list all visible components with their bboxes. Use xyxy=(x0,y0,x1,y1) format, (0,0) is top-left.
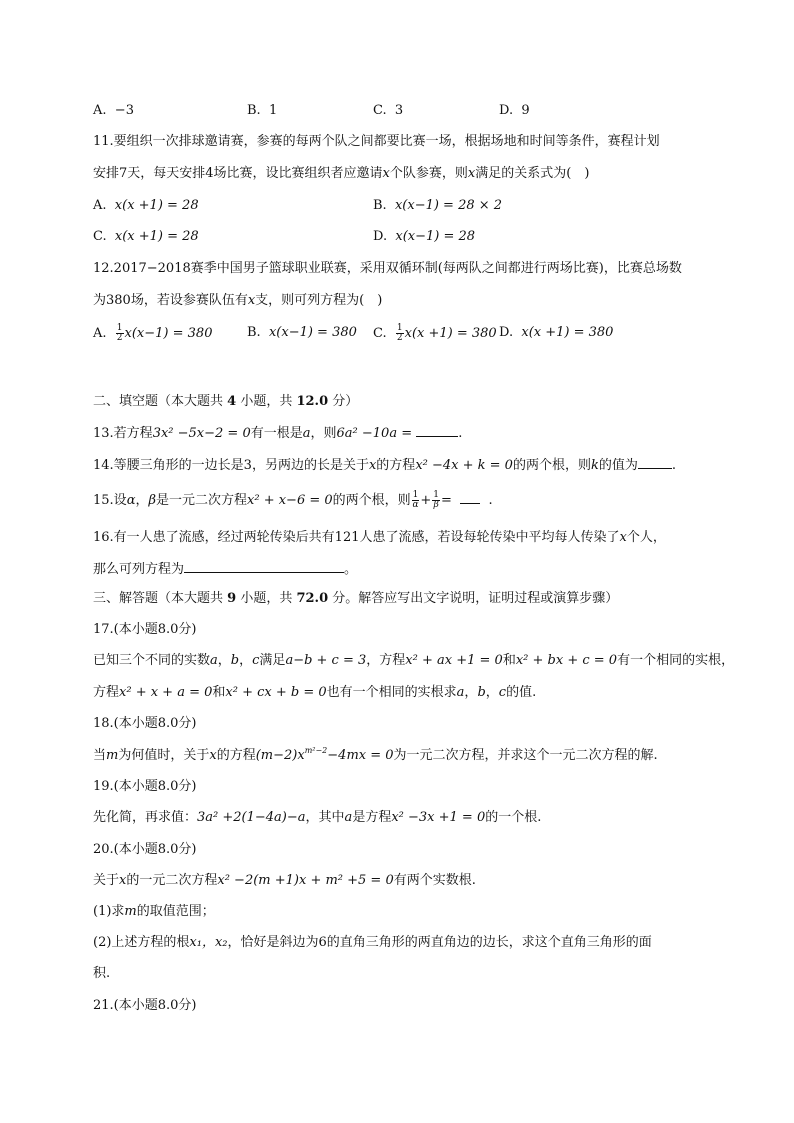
answer-blank[interactable] xyxy=(416,424,458,437)
q18-text: 当m为何值时，关于x的方程$(m-2)x^{m^2-2}-4mx = 0$为一元二次方程，并求这个一元二次方程的解. xyxy=(93,746,658,763)
q17-text-line1: 已知三个不同的实数a，b，c满足a−b + c = 3，方程x² + ax +1 = 0和x² + bx + c = 0有一个相同的实根， xyxy=(93,653,735,668)
q11-option-d: D. x(x−1) = 28 xyxy=(373,229,476,244)
fraction-one-half: $\frac{1}{2}$ xyxy=(116,323,123,343)
q19-label: 19.(本小题8.0分) xyxy=(93,779,197,794)
q20-part2-line1: (2)上述方程的根x₁，x₂，恰好是斜边为6的直角三角形的两直角边的边长，求这个直角三角形的面 xyxy=(93,935,652,950)
q11-text-line2: 安排7天，每天安排4场比赛，设比赛组织者应邀请x个队参赛，则x满足的关系式为( ) xyxy=(93,166,590,181)
q15-text: 15.设α，β是一元二次方程x² + x−6 = 0的两个根，则 $\frac{1}{\alpha}+$ $\frac{1}{\beta}=$ . xyxy=(93,490,493,510)
q11-option-b: B. x(x−1) = 28 × 2 xyxy=(373,198,503,213)
q20-part2-line2: 积. xyxy=(93,966,111,981)
q19-text: 先化简，再求值：3a² +2(1−4a)−a，其中a是方程x² −3x +1 = 0的一个根. xyxy=(93,810,542,825)
answer-blank[interactable] xyxy=(638,456,672,469)
q10-option-d: D. 9 xyxy=(499,103,530,118)
q12-option-d: D. x(x +1) = 380 xyxy=(499,325,614,340)
section3-heading: 三、解答题（本大题共 9 小题，共 72.0 分。解答应写出文字说明，证明过程或演算步骤） xyxy=(93,591,619,606)
q11-option-c: C. x(x +1) = 28 xyxy=(93,229,199,244)
q12-text-line2: 为380场，若设参赛队伍有x支，则可列方程为( ) xyxy=(93,293,383,308)
q14-text: 14.等腰三角形的一边长是3，另两边的长是关于x的方程x² −4x + k = 0的两个根，则k的值为 . xyxy=(93,458,677,473)
fraction-one-half: $\frac{1}{2}$ xyxy=(396,323,403,343)
fraction-one-over-beta: $\frac{1}{\beta}$ xyxy=(433,490,440,510)
q18-label: 18.(本小题8.0分) xyxy=(93,716,197,731)
q13-text: 13.若方程3x² −5x−2 = 0有一根是a，则6a² −10a = . xyxy=(93,426,463,441)
q21-label: 21.(本小题8.0分) xyxy=(93,998,197,1013)
section2-heading: 二、填空题（本大题共 4 小题，共 12.0 分） xyxy=(93,394,359,409)
q20-text: 关于x的一元二次方程x² −2(m +1)x + m² +5 = 0有两个实数根. xyxy=(93,873,476,888)
q10-option-b: B. 1 xyxy=(247,103,278,118)
q11-text-line1: 11.要组织一次排球邀请赛，参赛的每两个队之间都要比赛一场，根据场地和时间等条件，赛程计划 xyxy=(93,134,660,149)
q16-text-line1: 16.有一人患了流感，经过两轮传染后共有121人患了流感，若设每轮传染中平均每人传染了x个人， xyxy=(93,530,666,545)
q10-option-a: A. −3 xyxy=(93,103,134,118)
answer-blank[interactable] xyxy=(184,560,344,573)
q12-option-c: C. $\frac{1}{2}$ x(x +1) = 380 xyxy=(373,323,497,343)
q12-option-a: A. $\frac{1}{2}$ x(x−1) = 380 xyxy=(93,323,213,343)
q20-part1: (1)求m的取值范围； xyxy=(93,904,215,919)
q17-label: 17.(本小题8.0分) xyxy=(93,622,197,637)
q12-option-b: B. x(x−1) = 380 xyxy=(247,325,357,340)
q16-text-line2: 那么可列方程为 。 xyxy=(93,562,358,577)
q12-text-line1: 12.2017−2018赛季中国男子篮球职业联赛，采用双循环制(每两队之间都进行两场比赛)，比赛总场数 xyxy=(93,261,682,276)
fraction-one-over-alpha: $\frac{1}{\alpha}$ xyxy=(412,490,419,510)
q11-option-a: A. x(x +1) = 28 xyxy=(93,198,199,213)
answer-blank[interactable] xyxy=(460,491,480,504)
q17-text-line2: 方程x² + x + a = 0和x² + cx + b = 0也有一个相同的实根求a，b，c的值. xyxy=(93,685,537,700)
q20-label: 20.(本小题8.0分) xyxy=(93,842,197,857)
q10-option-c: C. 3 xyxy=(373,103,404,118)
